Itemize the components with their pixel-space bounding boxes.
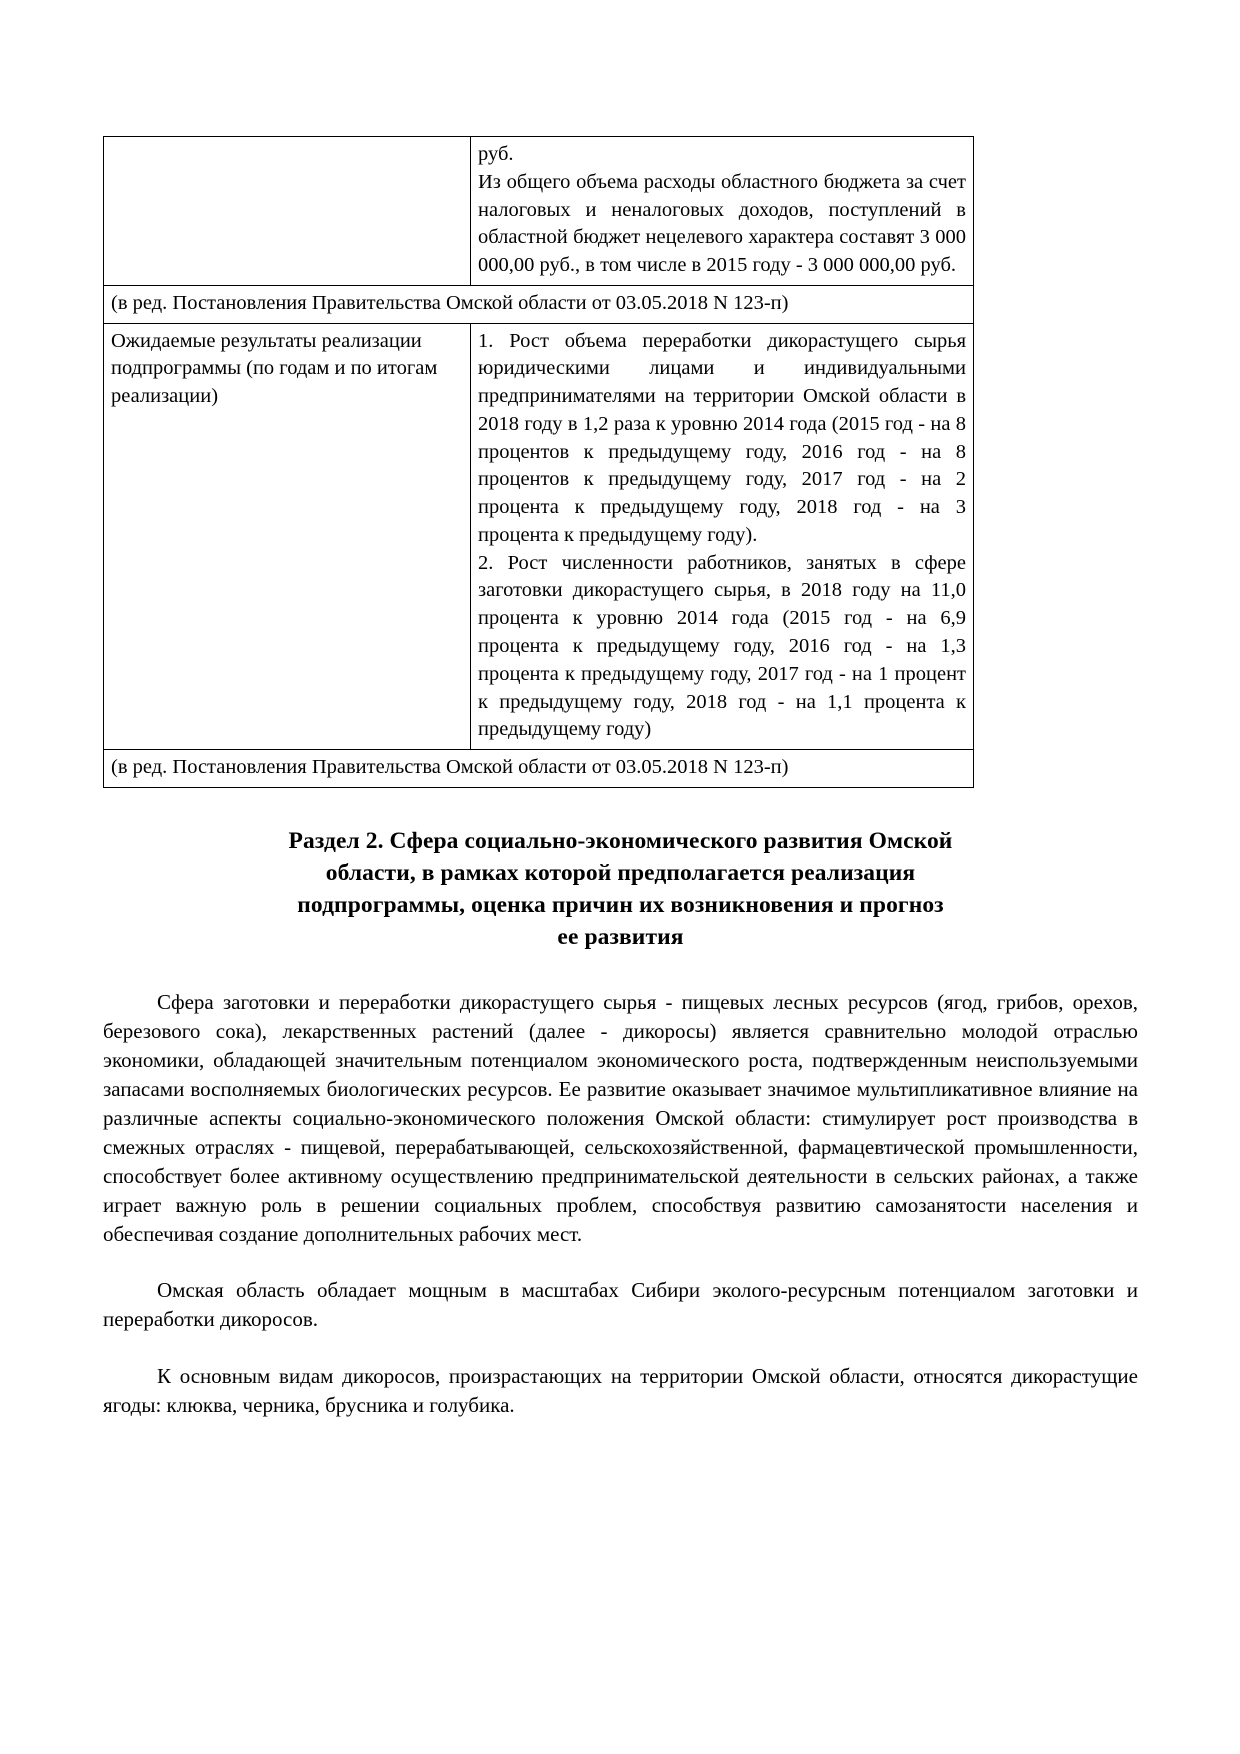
table-cell-amendment-note-2 xyxy=(104,750,974,788)
table-row xyxy=(104,323,974,749)
section-heading xyxy=(103,826,1138,954)
body-paragraph-2: Омская область обладает мощным в масштабах Сибири эколого-ресурсным потенциалом заготовки и переработки дикоросов. xyxy=(103,1278,1138,1332)
cell-line-rub: руб. xyxy=(478,143,514,165)
section-heading-line-3: подпрограммы, оценка причин их возникновения и прогноз xyxy=(297,891,944,918)
amendment-note: (в ред. Постановления Правительства Омской области от 03.05.2018 N 123-п) xyxy=(111,291,789,314)
section-heading-line-4: ее развития xyxy=(557,923,684,950)
expected-result-item-2: 2. Рост численности работников, занятых в сфере заготовки дикорастущего сырья, в 2018 году на 11,0 процента к уровню 2014 года (2015 год - на 6,9 процента к предыдущему году, 2016 год - на 1,3 процента к предыдущему году, 2017 год - на 1 процент к предыдущему году, 2018 год - на 1,1 процента к предыдущему году) xyxy=(478,551,966,741)
table-cell-value-funding xyxy=(471,137,974,286)
expected-results-label: Ожидаемые результаты реализации подпрограммы (по годам и по итогам реализации) xyxy=(111,329,438,408)
parameters-table xyxy=(103,136,974,788)
table-row xyxy=(104,285,974,323)
body-text xyxy=(103,988,1138,1420)
section-heading-line-1: Раздел 2. Сфера социально-экономического развития Омской xyxy=(288,827,953,854)
table-cell-label-empty xyxy=(104,137,471,286)
table-row xyxy=(104,137,974,286)
amendment-note: (в ред. Постановления Правительства Омской области от 03.05.2018 N 123-п) xyxy=(111,756,789,779)
cell-paragraph-budget: Из общего объема расходы областного бюджета за счет налоговых и неналоговых доходов, поступлений в областной бюджет нецелевого характера составят 3 000 000,00 руб., в том числе в 2015 году - 3 000 000,00 руб. xyxy=(478,170,966,277)
table-cell-amendment-note-1 xyxy=(104,285,974,323)
table-row xyxy=(104,750,974,788)
body-paragraph-3: К основным видам дикоросов, произрастающих на территории Омской области, относятся дикорастущие ягоды: клюква, черника, брусника и голубика. xyxy=(103,1363,1138,1417)
table-cell-label-expected-results xyxy=(104,323,471,749)
body-paragraph-1: Сфера заготовки и переработки дикорастущего сырья - пищевых лесных ресурсов (ягод, грибов, орехов, березового сока), лекарственных растений (далее - дикоросы) является сравнительно молодой отраслью экономики, обладающей значительным потенциалом экономического роста, подтвержденным неиспользуемыми запасами восполняемых биологических ресурсов. Ее развитие оказывает значимое мультипликативное влияние на различные аспекты социально-экономического положения Омской области: стимулирует рост производства в смежных отраслях - пищевой, перерабатывающей, сельскохозяйственной, фармацевтической промышленности, способствует более активному осуществлению предпринимательской деятельности в сельских районах, а также играет важную роль в решении социальных проблем, способствуя развитию самозанятости населения и обеспечивая создание дополнительных рабочих мест. xyxy=(103,989,1138,1247)
expected-result-item-1: 1. Рост объема переработки дикорастущего сырья юридическими лицами и индивидуальными предпринимателями на территории Омской области в 2018 году в 1,2 раза к уровню 2014 года (2015 год - на 8 процентов к предыдущему году, 2016 год - на 8 процентов к предыдущему году, 2017 год - на 2 процента к предыдущему году, 2018 год - на 3 процента к предыдущему году). xyxy=(478,329,966,546)
section-heading-line-2: области, в рамках которой предполагается реализация xyxy=(325,859,916,886)
table-cell-value-expected-results xyxy=(471,323,974,749)
page-content xyxy=(103,136,1138,1420)
